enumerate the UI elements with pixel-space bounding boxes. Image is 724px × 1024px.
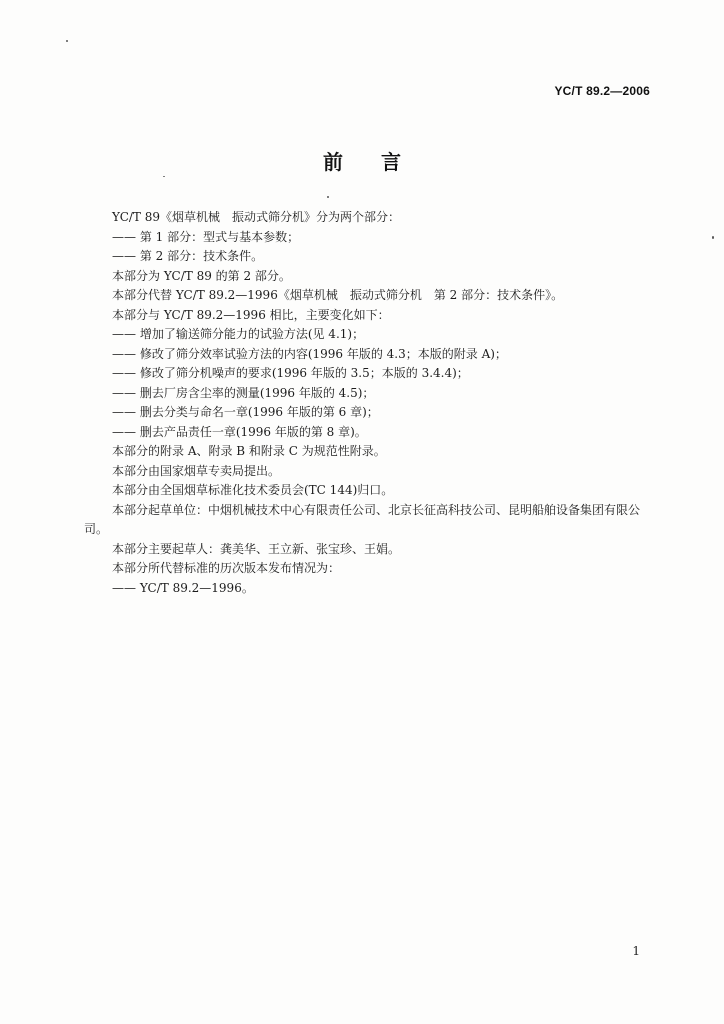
standard-code: YC/T 89.2—2006 — [554, 84, 650, 98]
page-title: 前言 — [323, 150, 439, 174]
scan-speck — [712, 236, 714, 239]
paragraph: 本部分主要起草人：龚美华、王立新、张宝珍、王娟。 — [112, 541, 401, 556]
list-item: —— 修改了筛分效率试验方法的内容(1996 年版的 4.3；本版的附录 A)； — [112, 346, 507, 361]
paragraph: YC/T 89《烟草机械 振动式筛分机》分为两个部分： — [112, 210, 401, 224]
paragraph: 本部分代替 YC/T 89.2—1996《烟草机械 振动式筛分机 第 2 部分：技术条件》。 — [112, 288, 564, 302]
paragraph: 本部分由全国烟草标准化技术委员会(TC 144)归口。 — [112, 483, 394, 497]
scan-speck — [327, 196, 329, 198]
paragraph: 本部分起草单位：中烟机械技术中心有限责任公司、北京长征高科技公司、昆明船舶设备集团有限公司。 — [84, 502, 641, 536]
list-item: —— 修改了筛分机噪声的要求(1996 年版的 3.5；本版的 3.4.4)； — [112, 366, 469, 380]
scan-speck — [163, 176, 165, 177]
list-item: —— 删去分类与命名一章(1996 年版的第 6 章)； — [112, 405, 379, 419]
paragraph: 本部分由国家烟草专卖局提出。 — [112, 463, 281, 478]
list-item: —— YC/T 89.2—1996。 — [112, 580, 254, 595]
list-item: —— 删去产品责任一章(1996 年版的第 8 章)。 — [112, 424, 367, 439]
paragraph: 本部分与 YC/T 89.2—1996 相比，主要变化如下： — [112, 307, 390, 322]
list-item: —— 第 2 部分：技术条件。 — [112, 249, 264, 263]
list-item: —— 增加了输送筛分能力的试验方法(见 4.1)； — [112, 327, 365, 341]
paragraph: 本部分的附录 A、附录 B 和附录 C 为规范性附录。 — [112, 444, 386, 458]
list-item: —— 第 1 部分：型式与基本参数； — [112, 229, 300, 244]
list-item: —— 删去厂房含尘率的测量(1996 年版的 4.5)； — [112, 385, 375, 400]
foreword-body — [84, 208, 650, 598]
scan-speck — [66, 40, 68, 42]
paragraph: 本部分所代替标准的历次版本发布情况为： — [112, 561, 341, 575]
page-number: 1 — [632, 944, 640, 958]
paragraph: 本部分为 YC/T 89 的第 2 部分。 — [112, 268, 291, 283]
